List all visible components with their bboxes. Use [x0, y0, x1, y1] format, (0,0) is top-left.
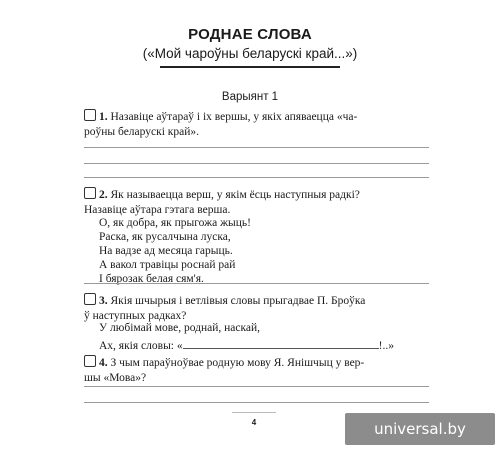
question-2-number: 2.	[99, 189, 108, 201]
question-4-text-line-2: шы «Мова»?	[84, 371, 147, 384]
header-divider	[160, 66, 340, 68]
question-3-quote	[99, 321, 260, 335]
page-subtitle: («Мой чароўны беларускі край...»)	[142, 46, 358, 61]
answer-line[interactable]	[84, 177, 429, 178]
question-1-text-line-1: Назавіце аўтараў і іх вершы, у якіх апяваецца «ча-	[110, 111, 358, 123]
question-4-number: 4.	[99, 357, 108, 369]
question-1-text-line-2: роўны беларускі край».	[84, 125, 199, 138]
question-1-number: 1.	[99, 111, 108, 123]
fill-in-prefix: Ах, якія словы: «	[99, 340, 183, 352]
answer-line[interactable]	[84, 386, 429, 387]
question-3	[84, 293, 429, 323]
question-3-text-line-1: Якія шчырыя і ветлівыя словы прыгадвае П. Броўка	[110, 295, 366, 307]
worksheet-page	[70, 20, 430, 438]
question-3-text-line-2: ў наступных радках?	[84, 309, 187, 322]
fill-in-blank[interactable]	[183, 339, 379, 349]
question-2-poem	[99, 216, 251, 286]
question-4-text-line-1: З чым параўноўвае родную мову Я. Янішчыц у вер-	[110, 357, 365, 369]
variant-label: Варыянт 1	[221, 91, 279, 103]
question-2	[84, 187, 429, 217]
poem-line: І бярозак белая сям'я.	[99, 273, 204, 285]
question-1-checkbox[interactable]	[84, 109, 96, 121]
question-3-fill-in	[99, 339, 394, 353]
page-title: РОДНАЕ СЛОВА	[188, 26, 312, 43]
poem-line: О, як добра, як прыгожа жыць!	[99, 217, 251, 229]
answer-line[interactable]	[84, 147, 429, 148]
answer-line[interactable]	[84, 163, 429, 164]
question-2-text-line-1: Як называецца верш, у якім ёсць наступныя радкі?	[110, 189, 360, 201]
question-2-text-line-2: Назавіце аўтара гэтага верша.	[84, 203, 231, 216]
question-3-checkbox[interactable]	[84, 293, 96, 305]
page-number-divider	[232, 412, 276, 413]
poem-line: На вадзе ад месяца гарыць.	[99, 245, 233, 257]
answer-line[interactable]	[84, 402, 429, 403]
poem-line: Раска, як русалчына луска,	[99, 231, 231, 243]
poem-line: У любімай мове, роднай, наскай,	[99, 322, 261, 334]
fill-in-suffix: !..»	[378, 340, 394, 352]
answer-line[interactable]	[84, 283, 429, 284]
question-3-number: 3.	[99, 295, 108, 307]
watermark: universal.by	[345, 413, 495, 445]
page-number: 4	[251, 418, 257, 427]
poem-line: А вакол травіцы роснай рай	[99, 259, 236, 271]
question-4-checkbox[interactable]	[84, 355, 96, 367]
question-2-checkbox[interactable]	[84, 187, 96, 199]
question-1	[84, 109, 429, 139]
question-4	[84, 355, 429, 385]
